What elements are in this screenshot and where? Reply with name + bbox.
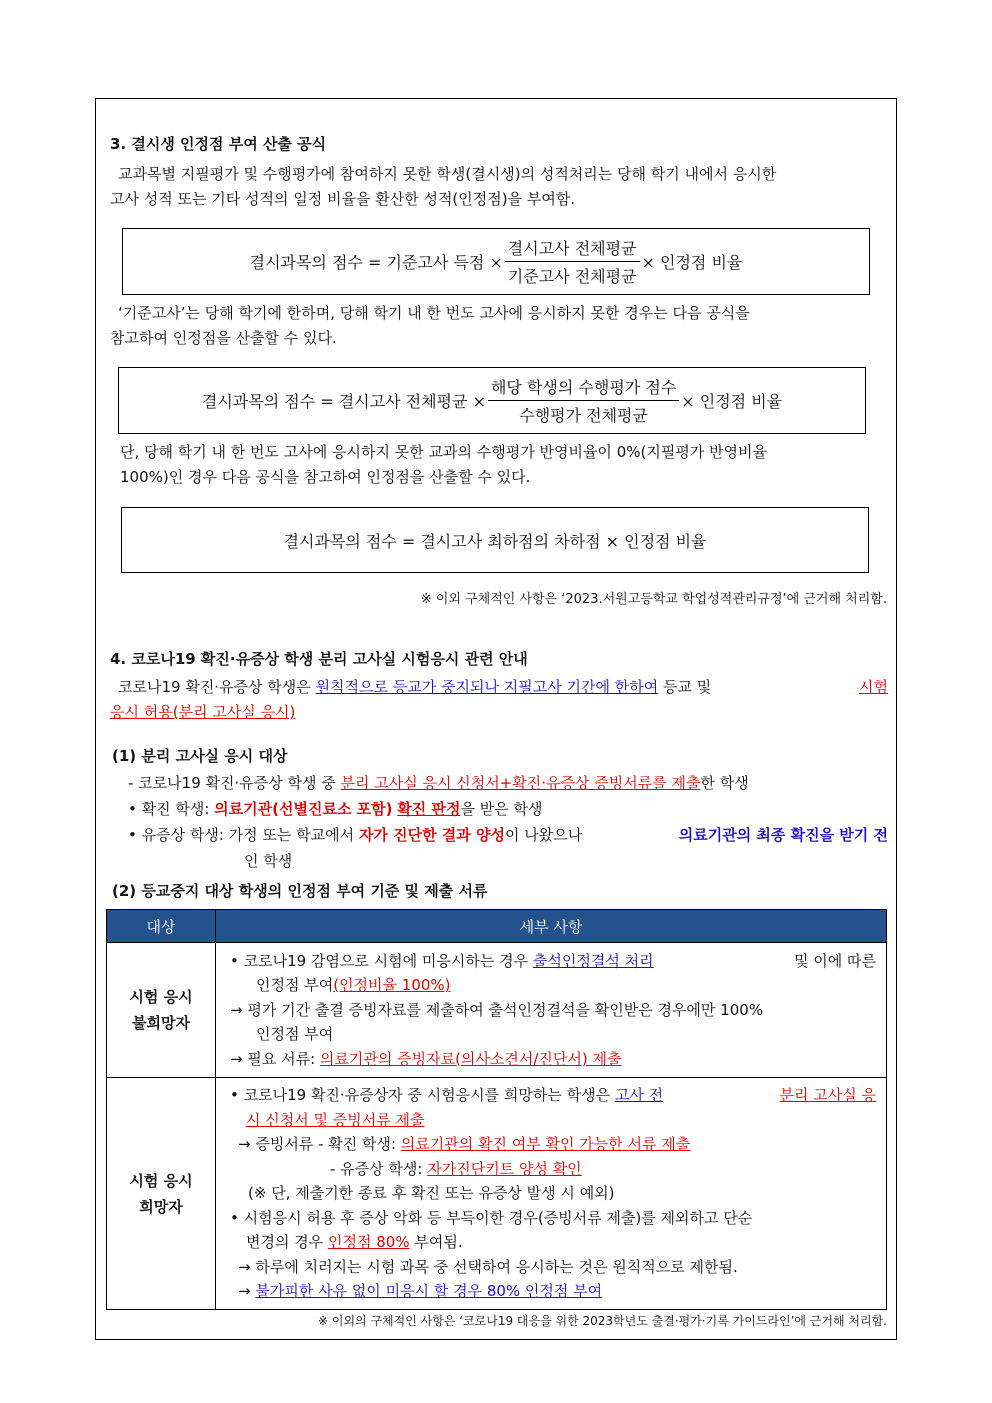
sub1-item-3-a: • 유증상 학생: 가정 또는 학교에서 bbox=[128, 826, 359, 844]
row1-b1e: (인정비율 100%) bbox=[333, 976, 451, 995]
formula1-rhs: × 인정점 비율 bbox=[641, 253, 743, 272]
formula3-text: 결시과목의 점수 = 결시고사 최하점의 차하점 × 인정점 비율 bbox=[283, 531, 707, 551]
sub1-item-3-d: 의료기관의 최종 확진을 받기 전 bbox=[678, 826, 888, 844]
row2-details bbox=[216, 1078, 887, 1310]
row2-line5: (※ 단, 제출기한 종료 후 확진 또는 유증상 발생 시 예외) bbox=[248, 1184, 615, 1203]
section3-intro-line1: 교과목별 지필평가 및 수행평가에 참여하지 못한 학생(결시생)의 성적처리는 당해 학기 내에서 응시한 bbox=[118, 165, 777, 183]
intro-highlight-b: 원칙적으로 등교가 중지되나 지필고사 기간에 한하여 bbox=[315, 678, 659, 696]
row1-details bbox=[216, 943, 887, 1078]
sub1-heading: (1) 분리 고사실 응시 대상 bbox=[112, 747, 288, 765]
row1-line5 bbox=[230, 1047, 876, 1072]
row1-line1 bbox=[230, 949, 876, 974]
sub1-item-2 bbox=[128, 796, 888, 822]
section3-para2-line2: 참고하여 인정점을 산출할 수 있다. bbox=[110, 329, 337, 347]
sub1-item-3-c: 이 나왔으나 bbox=[504, 826, 583, 844]
sub1-item-1 bbox=[128, 770, 888, 796]
row1-category bbox=[107, 943, 216, 1078]
table-header-row bbox=[107, 910, 887, 943]
row1-cat-line2: 불희망자 bbox=[132, 1014, 190, 1032]
row2-b1a: • 코로나19 확진·유증상자 중 시험응시를 희망하는 학생은 bbox=[230, 1086, 615, 1105]
formula2-rhs: × 인정점 비율 bbox=[681, 392, 783, 411]
section3-para3 bbox=[110, 440, 888, 490]
section3-para3-line1: 단, 당해 학기 내 한 번도 고사에 응시하지 못한 교과의 수행평가 반영비율이 0%(지필평가 반영비율 bbox=[120, 443, 768, 461]
sub1-item-2-e: 을 받은 학생 bbox=[460, 800, 543, 818]
row2-b5c: 인정점 80% bbox=[328, 1233, 410, 1252]
section4-heading: 4. 코로나19 확진·유증상 학생 분리 고사실 시험응시 관련 안내 bbox=[110, 650, 528, 668]
section3-intro-line2: 고사 성적 또는 기타 성적의 일정 비율을 환산한 성적(인정점)을 부여함. bbox=[110, 190, 576, 208]
row2-b3b: 자가진단키트 양성 확인 bbox=[427, 1159, 582, 1178]
formula1-denominator: 기준고사 전체평균 bbox=[507, 267, 637, 286]
header-details: 세부 사항 bbox=[216, 910, 887, 943]
sub1-item-1-c: 한 학생 bbox=[700, 774, 749, 792]
row2-line7 bbox=[230, 1230, 876, 1255]
sub1-item-2-a: • 확진 학생: bbox=[128, 800, 215, 818]
row2-cat-line2: 희망자 bbox=[139, 1197, 183, 1216]
formula2-numerator: 해당 학생의 수행평가 점수 bbox=[488, 375, 679, 401]
row2-line2 bbox=[230, 1108, 876, 1133]
sub1-item-3 bbox=[128, 822, 888, 848]
row2-b7b: 불가피한 사유 없이 미응시 할 경우 80% 인정점 부여 bbox=[255, 1282, 603, 1301]
header-target: 대상 bbox=[107, 910, 216, 943]
row1-b3b: 의료기관의 증빙자료(의사소견서/진단서) 제출 bbox=[319, 1049, 622, 1068]
row2-line9 bbox=[230, 1279, 876, 1304]
row1-line3: → 평가 기간 출결 증빙자료를 제출하여 출석인정결석을 확인받은 경우에만 100% bbox=[230, 1000, 764, 1019]
sub1-item-1-b: 분리 고사실 응시 신청서+확진·유증상 증빙서류를 제출 bbox=[340, 774, 701, 792]
row2-b1d: 분리 고사실 응 bbox=[779, 1086, 876, 1105]
row1-line2 bbox=[230, 973, 876, 998]
formula2-fraction bbox=[488, 375, 679, 426]
formula1-numerator: 결시고사 전체평균 bbox=[505, 236, 640, 262]
row2-b1b: 고사 전 bbox=[614, 1086, 664, 1105]
row2-line1 bbox=[230, 1083, 876, 1108]
row2-cat-line1: 시험 응시 bbox=[129, 1171, 193, 1190]
section3-para2-line1: ‘기준고사’는 당해 학기에 한하며, 당해 학기 내 한 번도 고사에 응시하지 못한 경우는 다음 공식을 bbox=[118, 304, 750, 322]
row2-line4 bbox=[230, 1157, 876, 1182]
row1-b1d: 인정점 부여 bbox=[256, 976, 334, 995]
row2-b5b: 변경의 경우 bbox=[246, 1233, 328, 1252]
section4-note: ※ 이외의 구체적인 사항은 ‘코로나19 대응을 위한 2023학년도 출결·평가·기록 가이드라인’에 근거해 처리함. bbox=[318, 1314, 887, 1328]
section3-intro bbox=[110, 162, 888, 212]
formula2-denominator: 수행평가 전체평균 bbox=[519, 406, 648, 425]
intro-text-c: 등교 및 bbox=[658, 678, 712, 696]
sub1-item-1-a: - 코로나19 확진·유증상 학생 중 bbox=[128, 774, 341, 792]
sub1-list bbox=[128, 770, 888, 874]
section4-intro bbox=[110, 675, 888, 725]
sub1-item-2-d: 확진 판정 bbox=[397, 800, 461, 818]
row2-category bbox=[107, 1078, 216, 1310]
intro-highlight-e: 응시 허용(분리 고사실 응시) bbox=[110, 703, 296, 721]
detail-table bbox=[106, 909, 887, 1310]
section4-intro-line1 bbox=[110, 675, 888, 700]
row1-cat-line1: 시험 응시 bbox=[129, 988, 193, 1006]
row2-b2b: 의료기관의 확진 여부 확인 가능한 서류 제출 bbox=[400, 1135, 691, 1154]
row2-b5d: 부여됨. bbox=[409, 1233, 463, 1252]
row1-b1a: • 코로나19 감염으로 시험에 미응시하는 경우 bbox=[230, 951, 533, 970]
row2-line6: • 시험응시 허용 후 증상 악화 등 부득이한 경우(증빙서류 제출)를 제외하고 단순 bbox=[230, 1208, 753, 1227]
section3-note: ※ 이외 구체적인 사항은 ‘2023.서원고등학교 학업성적관리규정’에 근거해 처리함. bbox=[420, 592, 887, 607]
formula-box-1 bbox=[122, 228, 870, 295]
formula1-fraction bbox=[505, 236, 640, 287]
formula-box-3 bbox=[121, 507, 869, 573]
table-row bbox=[107, 943, 887, 1078]
formula1-lhs: 결시과목의 점수 = 기준고사 득점 × bbox=[249, 253, 503, 272]
intro-text-a: 코로나19 확진·유증상 학생은 bbox=[118, 678, 316, 696]
row2-b2a: → 증빙서류 - 확진 학생: bbox=[238, 1135, 401, 1154]
sub2-heading: (2) 등교중지 대상 학생의 인정점 부여 기준 및 제출 서류 bbox=[112, 882, 488, 900]
row2-b3a: - 유증상 학생: bbox=[330, 1159, 428, 1178]
sub1-item-2-b: 의료기관(선별진료소 포함) bbox=[214, 800, 393, 818]
sub1-item-3-cont: 인 학생 bbox=[244, 852, 293, 870]
section3-heading: 3. 결시생 인정점 부여 산출 공식 bbox=[110, 135, 327, 153]
intro-highlight-d: 시험 bbox=[859, 678, 888, 696]
sub1-item-3-b: 자가 진단한 결과 양성 bbox=[358, 826, 505, 844]
row1-line4: 인정점 부여 bbox=[256, 1025, 334, 1044]
table-row bbox=[107, 1078, 887, 1310]
row2-b7a: → bbox=[238, 1282, 256, 1301]
formula-box-2 bbox=[118, 367, 866, 434]
row1-b1b: 출석인정결석 처리 bbox=[532, 951, 654, 970]
row2-b1e: 시 신청서 및 증빙서류 제출 bbox=[246, 1110, 425, 1129]
row2-line3 bbox=[230, 1132, 876, 1157]
row2-line8: → 하루에 치러지는 시험 과목 중 선택하여 응시하는 것은 원칙적으로 제한됨. bbox=[238, 1257, 738, 1276]
row1-b1c: 및 이에 따른 bbox=[794, 951, 876, 970]
formula2-lhs: 결시과목의 점수 = 결시고사 전체평균 × bbox=[201, 392, 486, 411]
section3-para2 bbox=[110, 301, 888, 351]
section3-para3-line2: 100%)인 경우 다음 공식을 참고하여 인정점을 산출할 수 있다. bbox=[120, 468, 531, 486]
row1-b3a: → 필요 서류: bbox=[230, 1049, 320, 1068]
